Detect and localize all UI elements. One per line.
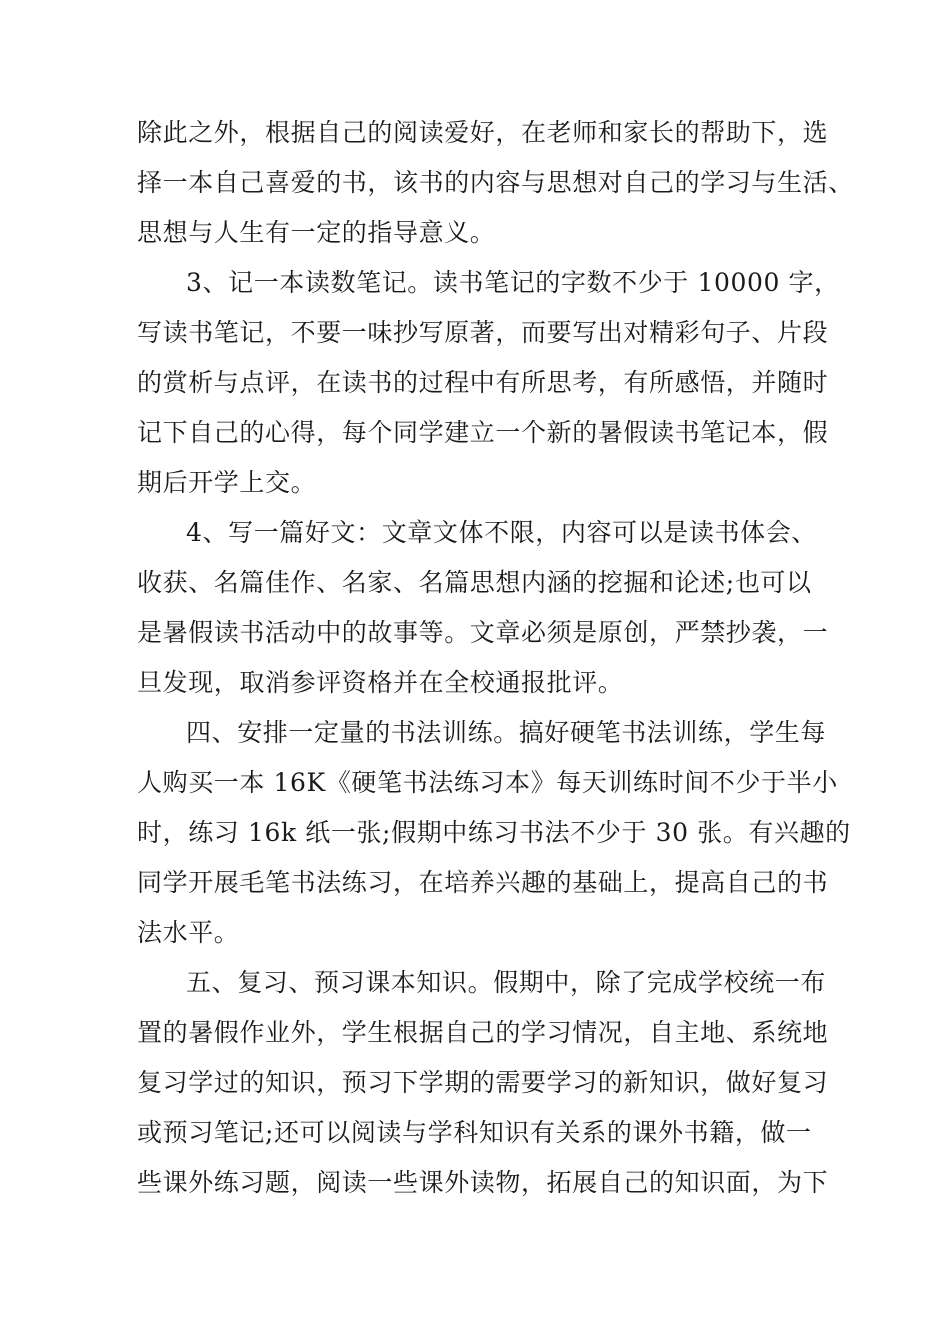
text-line: 复习学过的知识，预习下学期的需要学习的新知识，做好复习 bbox=[137, 1068, 829, 1097]
text-line: 的赏析与点评，在读书的过程中有所思考，有所感悟，并随时 bbox=[137, 368, 829, 397]
text-line: 同学开展毛笔书法练习，在培养兴趣的基础上，提高自己的书 bbox=[137, 868, 829, 897]
text-line: 除此之外，根据自己的阅读爱好，在老师和家长的帮助下，选 bbox=[137, 118, 829, 147]
text-line: 思想与人生有一定的指导意义。 bbox=[137, 218, 496, 247]
text-line: 时，练习 16k 纸一张;假期中练习书法不少于 30 张。有兴趣的 bbox=[137, 818, 851, 847]
text-line: 记下自己的心得，每个同学建立一个新的暑假读书笔记本，假 bbox=[137, 418, 829, 447]
text-line: 些课外练习题，阅读一些课外读物，拓展自己的知识面，为下 bbox=[137, 1168, 829, 1197]
text-line: 择一本自己喜爱的书，该书的内容与思想对自己的学习与生活、 bbox=[137, 168, 854, 197]
text-line: 期后开学上交。 bbox=[137, 468, 317, 497]
text-line: 人购买一本 16K《硬笔书法练习本》每天训练时间不少于半小 bbox=[137, 768, 838, 797]
text-line: 或预习笔记;还可以阅读与学科知识有关系的课外书籍，做一 bbox=[137, 1118, 812, 1147]
paragraph-start-line: 4、写一篇好文：文章文体不限，内容可以是读书体会、 bbox=[186, 518, 817, 547]
text-line: 旦发现，取消参评资格并在全校通报批评。 bbox=[137, 668, 624, 697]
text-line: 是暑假读书活动中的故事等。文章必须是原创，严禁抄袭，一 bbox=[137, 618, 829, 647]
text-line: 置的暑假作业外，学生根据自己的学习情况，自主地、系统地 bbox=[137, 1018, 829, 1047]
text-line: 收获、名篇佳作、名家、名篇思想内涵的挖掘和论述;也可以 bbox=[137, 568, 812, 597]
text-line: 法水平。 bbox=[137, 918, 240, 947]
text-line: 写读书笔记，不要一味抄写原著，而要写出对精彩句子、片段 bbox=[137, 318, 829, 347]
paragraph-start-line: 3、记一本读数笔记。读书笔记的字数不少于 10000 字， bbox=[186, 268, 840, 297]
paragraph-start-line: 四、安排一定量的书法训练。搞好硬笔书法训练，学生每 bbox=[186, 718, 827, 747]
paragraph-start-line: 五、复习、预习课本知识。假期中，除了完成学校统一布 bbox=[186, 968, 827, 997]
